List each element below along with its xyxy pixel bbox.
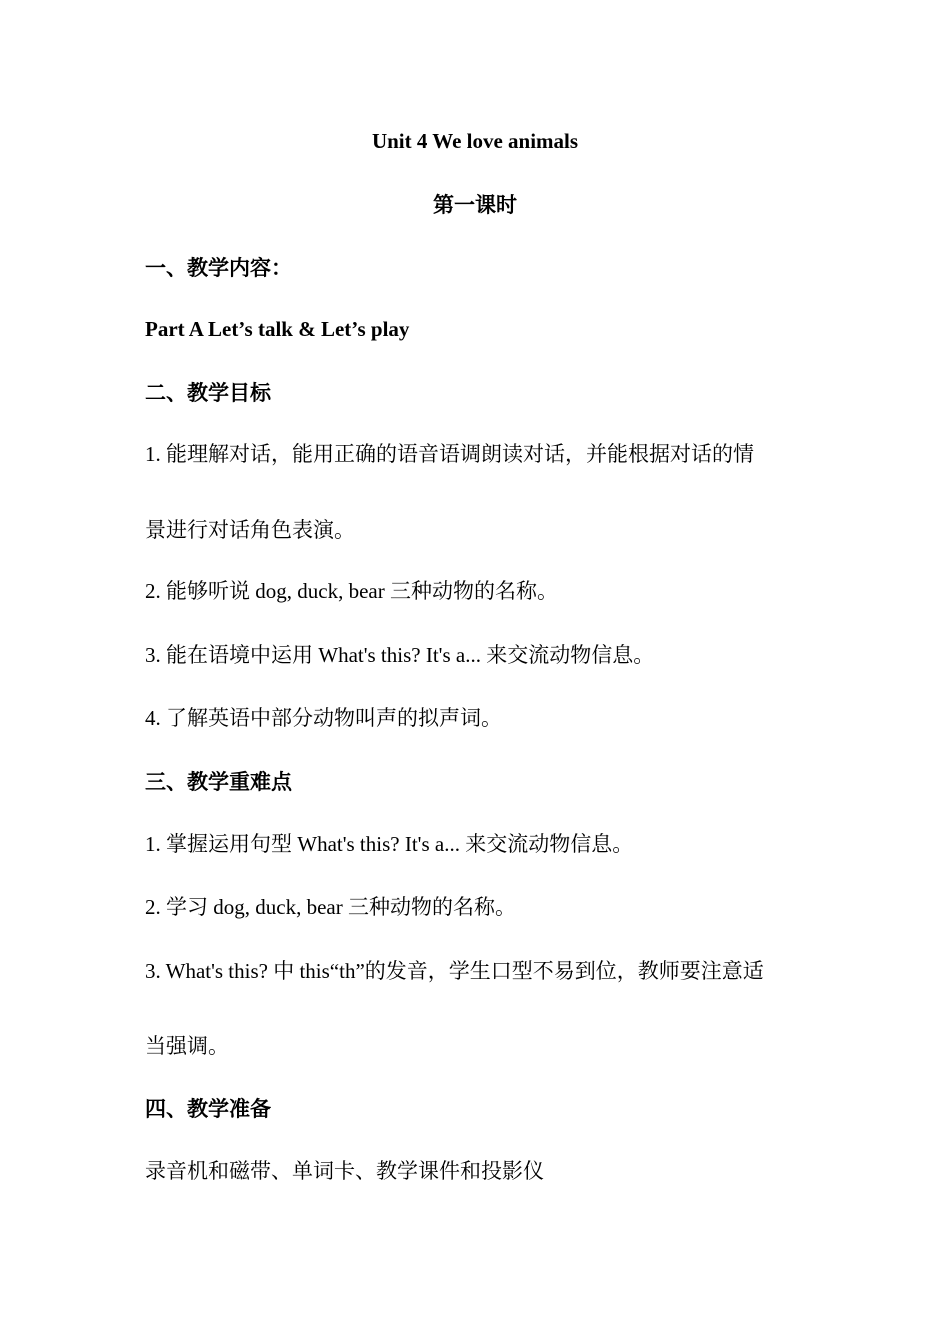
objective-item: 景进行对话角色表演。 bbox=[145, 518, 355, 542]
section-heading-key-points: 三、教学重难点 bbox=[145, 770, 292, 794]
objective-item: 3. 能在语境中运用 What's this? It's a... 来交流动物信息。 bbox=[145, 643, 655, 667]
document-subtitle: 第一课时 bbox=[433, 193, 517, 217]
key-point-item: 3. What's this? 中 this“th”的发音，学生口型不易到位，教师要注意适 bbox=[145, 959, 764, 983]
objective-item: 1. 能理解对话，能用正确的语音语调朗读对话，并能根据对话的情 bbox=[145, 442, 754, 466]
objective-item: 2. 能够听说 dog, duck, bear 三种动物的名称。 bbox=[145, 579, 558, 603]
section-heading-content: 一、教学内容： bbox=[145, 256, 292, 280]
content-text: Part A Let’s talk & Let’s play bbox=[145, 317, 410, 341]
key-point-item: 2. 学习 dog, duck, bear 三种动物的名称。 bbox=[145, 895, 516, 919]
objective-item: 4. 了解英语中部分动物叫声的拟声词。 bbox=[145, 706, 502, 730]
key-point-item: 当强调。 bbox=[145, 1034, 229, 1058]
section-heading-preparation: 四、教学准备 bbox=[145, 1097, 271, 1121]
preparation-text: 录音机和磁带、单词卡、教学课件和投影仪 bbox=[145, 1159, 544, 1183]
key-point-item: 1. 掌握运用句型 What's this? It's a... 来交流动物信息。 bbox=[145, 832, 634, 856]
document-title: Unit 4 We love animals bbox=[371, 129, 579, 153]
section-heading-objectives: 二、教学目标 bbox=[145, 381, 271, 405]
